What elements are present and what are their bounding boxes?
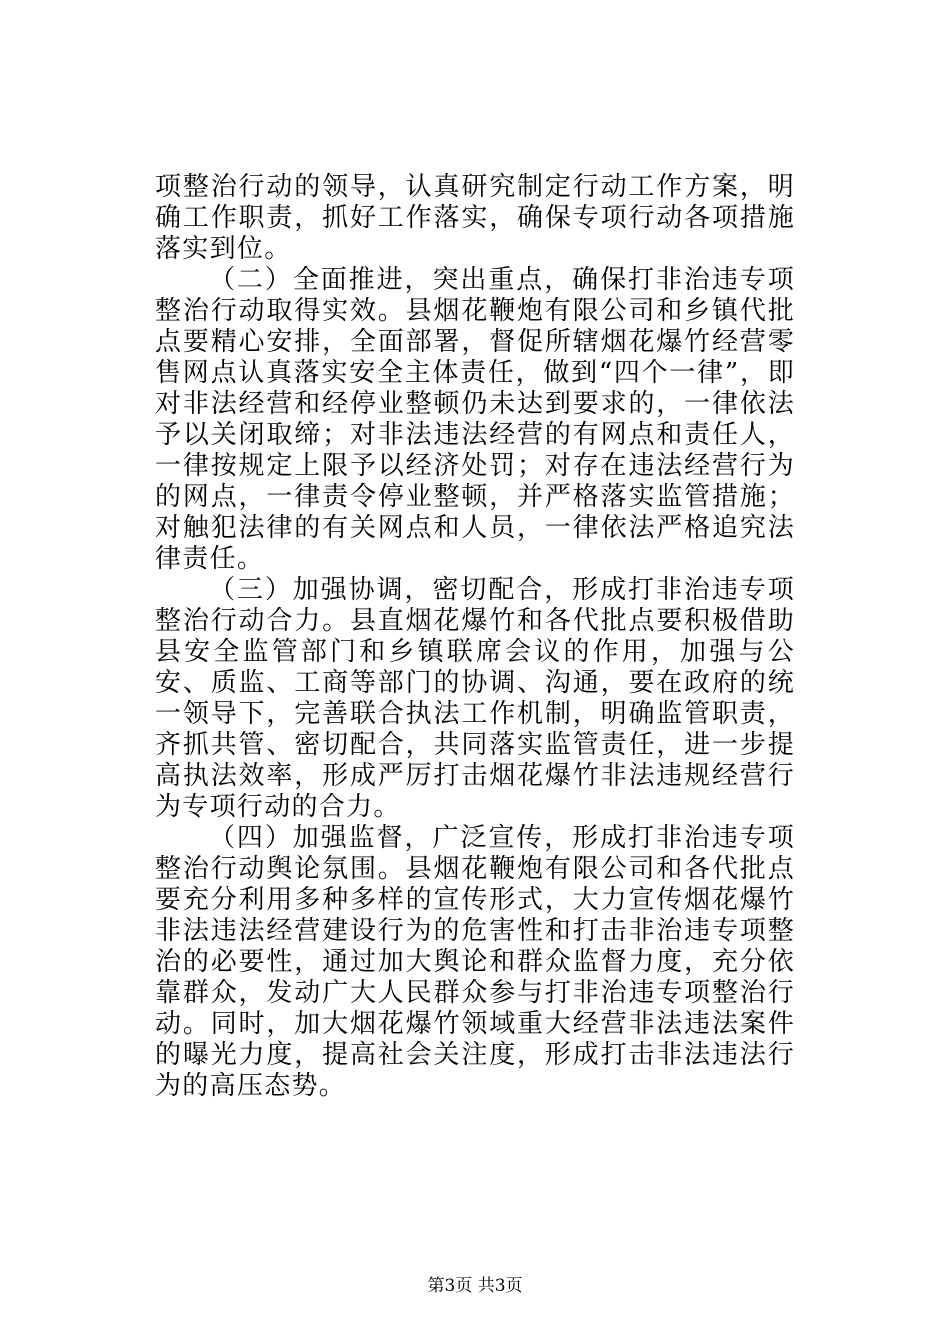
- paragraph-1: 项整治行动的领导，认真研究制定行动工作方案，明确工作职责，抓好工作落实，确保专项行动各项措施落实到位。: [155, 172, 795, 264]
- page-footer: [0, 1276, 950, 1296]
- paragraph-4: （四）加强监督，广泛宣传，形成打非治违专项整治行动舆论氛围。县烟花鞭炮有限公司和各代批点要充分利用多种多样的宣传形式，大力宣传烟花爆竹非法违法经营建设行为的危害性和打击非治违专项整治的必要性，通过加大舆论和群众监督力度，充分依靠群众，发动广大人民群众参与打非治违专项整治行动。同时，加大烟花爆竹领域重大经营非法违法案件的曝光力度，提高社会关注度，形成打击非法违法行为的高压态势。: [155, 823, 795, 1101]
- paragraph-2: （二）全面推进，突出重点，确保打非治违专项整治行动取得实效。县烟花鞭炮有限公司和乡镇代批点要精心安排，全面部署，督促所辖烟花爆竹经营零售网点认真落实安全主体责任，做到“四个一律”，即对非法经营和经停业整顿仍未达到要求的，一律依法予以关闭取缔；对非法违法经营的有网点和责任人，一律按规定上限予以经济处罚；对存在违法经营行为的网点，一律责令停业整顿，并严格落实监管措施；对触犯法律的有关网点和人员，一律依法严格追究法律责任。: [155, 265, 795, 574]
- paragraph-3: （三）加强协调，密切配合，形成打非治违专项整治行动合力。县直烟花爆竹和各代批点要积极借助县安全监管部门和乡镇联席会议的作用，加强与公安、质监、工商等部门的协调、沟通，要在政府的统一领导下，完善联合执法工作机制，明确监管职责，齐抓共管、密切配合，共同落实监管责任，进一步提高执法效率，形成严厉打击烟花爆竹非法违规经营行为专项行动的合力。: [155, 575, 795, 822]
- page-number-label: 第3页 共3页: [427, 1276, 523, 1296]
- document-body: [155, 172, 795, 1102]
